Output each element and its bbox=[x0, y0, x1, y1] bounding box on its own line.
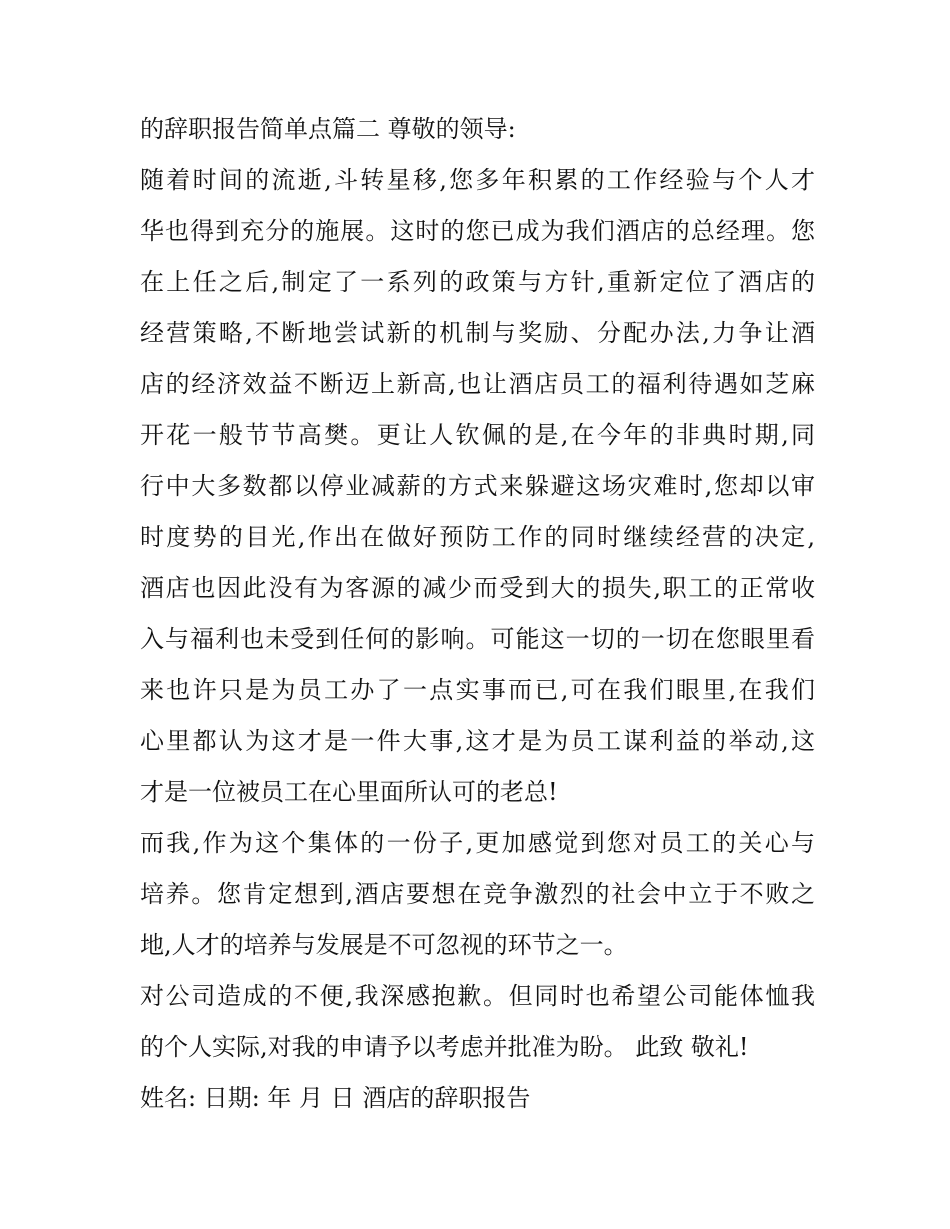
text-line: 心里都认为这才是一件大事,这才是为员工谋利益的举动,这 bbox=[140, 727, 815, 755]
text-line: 入与福利也未受到任何的影响。可能这一切的一切在您眼里看 bbox=[140, 625, 815, 653]
text-line: 地,人才的培养与发展是不可忽视的环节之一。 bbox=[140, 931, 628, 959]
text-line: 来也许只是为员工办了一点实事而已,可在我们眼里,在我们 bbox=[140, 676, 815, 704]
text-line: 经营策略,不断地尝试新的机制与奖励、分配办法,力争让酒 bbox=[140, 319, 815, 347]
text-line: 培养。您肯定想到,酒店要想在竞争激烈的社会中立于不败之 bbox=[140, 880, 815, 908]
text-line: 开花一般节节高樊。更让人钦佩的是,在今年的非典时期,同 bbox=[140, 421, 815, 449]
text-line: 时度势的目光,作出在做好预防工作的同时继续经营的决定, bbox=[140, 523, 815, 551]
text-line: 在上任之后,制定了一系列的政策与方针,重新定位了酒店的 bbox=[140, 268, 815, 296]
text-line: 的个人实际,对我的申请予以考虑并批准为盼。 此致 敬礼! bbox=[140, 1033, 749, 1061]
text-line: 行中大多数都以停业减薪的方式来躲避这场灾难时,您却以审 bbox=[140, 472, 815, 500]
text-line: 才是一位被员工在心里面所认可的老总! bbox=[140, 778, 558, 806]
text-line: 而我,作为这个集体的一份子,更加感觉到您对员工的关心与 bbox=[140, 829, 815, 857]
text-line: 华也得到充分的施展。这时的您已成为我们酒店的总经理。您 bbox=[140, 217, 815, 245]
text-line: 姓名: 日期: 年 月 日 酒店的辞职报告 bbox=[140, 1084, 531, 1112]
document-body bbox=[140, 104, 815, 1124]
text-line: 店的经济效益不断迈上新高,也让酒店员工的福利待遇如芝麻 bbox=[140, 370, 815, 398]
text-line: 的辞职报告简单点篇二 尊敬的领导: bbox=[140, 115, 516, 143]
text-line: 酒店也因此没有为客源的减少而受到大的损失,职工的正常收 bbox=[140, 574, 815, 602]
text-line: 随着时间的流逝,斗转星移,您多年积累的工作经验与个人才 bbox=[140, 166, 815, 194]
text-line: 对公司造成的不便,我深感抱歉。但同时也希望公司能体恤我 bbox=[140, 982, 815, 1010]
